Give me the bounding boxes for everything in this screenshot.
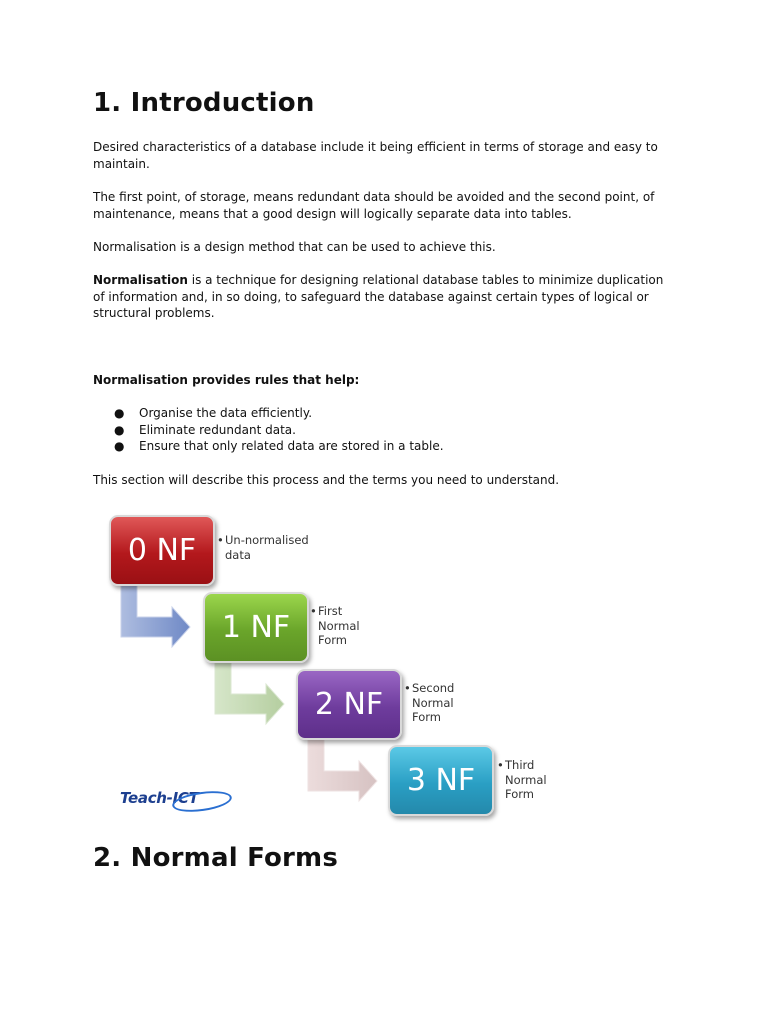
list-item: ● Organise the data efficiently. xyxy=(114,406,313,420)
bullet-icon: ● xyxy=(114,422,125,437)
arrow-2-to-3 xyxy=(308,738,377,801)
nf-step-0-box: 0 NF xyxy=(109,515,215,586)
nf-step-1-description: • First Normal Form xyxy=(310,604,360,647)
section-heading-introduction: 1. Introduction xyxy=(93,88,315,118)
bullet-icon: ● xyxy=(114,439,125,453)
teach-ict-logo: Teach-ICT xyxy=(120,789,199,807)
bullet-icon: • xyxy=(310,604,317,618)
bullet-icon: • xyxy=(217,533,224,547)
list-item: ● Eliminate redundant data. xyxy=(114,422,296,437)
bullet-icon: • xyxy=(404,681,411,695)
paragraph-normalisation-method: Normalisation is a design method that can be used to achieve this. xyxy=(93,240,496,254)
paragraph-characteristics: Desired characteristics of a database include it being efficient in terms of storage and easy to maintain. xyxy=(93,140,658,171)
paragraph-normalisation-definition xyxy=(93,272,673,322)
arrow-1-to-2 xyxy=(215,661,284,724)
nf-step-3-description: • Third Normal Form xyxy=(497,758,547,801)
section-heading-normal-forms: 2. Normal Forms xyxy=(93,843,339,873)
rules-list xyxy=(93,405,673,455)
bullet-icon: ● xyxy=(114,406,125,420)
bullet-icon: • xyxy=(497,758,504,772)
arrow-0-to-1 xyxy=(121,584,190,647)
definition-text: is a technique for designing relational database tables to minimize duplication of information and, in so doing, to safeguard the database against certain types of logical or structural problems. xyxy=(93,273,664,320)
rules-heading: Normalisation provides rules that help: xyxy=(93,373,360,387)
nf-step-3-box: 3 NF xyxy=(388,745,494,816)
nf-step-2-box: 2 NF xyxy=(296,669,402,740)
paragraph-closing: This section will describe this process and the terms you need to understand. xyxy=(93,473,560,487)
nf-step-1-box: 1 NF xyxy=(203,592,309,663)
nf-step-0-description: • Un-normalised data xyxy=(217,533,309,562)
paragraph-storage-maintenance: The first point, of storage, means redundant data should be avoided and the second point, of maintenance, means that a good design will logically separate data into tables. xyxy=(93,190,655,221)
list-item: ● Ensure that only related data are stored in a table. xyxy=(114,439,444,453)
nf-step-2-description: • Second Normal Form xyxy=(404,681,455,724)
term-normalisation: Normalisation xyxy=(93,273,188,287)
